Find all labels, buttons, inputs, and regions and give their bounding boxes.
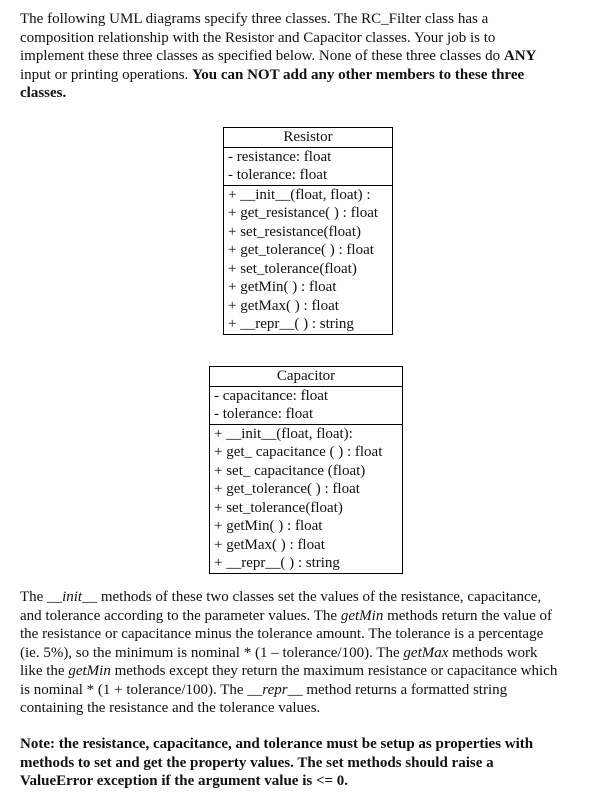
description-line-5: [20, 662, 557, 681]
uml-method: + getMax( ) : float: [214, 536, 325, 553]
desc-text: method returns a formatted string: [302, 681, 508, 698]
intro-emphasis-any: ANY: [503, 48, 537, 64]
uml-method: + get_ capacitance ( ) : float: [214, 444, 383, 460]
intro-emphasis-no-members: You can NOT add any other members to these three: [192, 66, 525, 83]
uml-method: + set_resistance(float): [228, 223, 361, 240]
intro-line-1: The following UML diagrams specify three classes. The RC_Filter class has a: [20, 11, 489, 27]
desc-text: The: [20, 589, 48, 605]
uml-method: + get_tolerance( ) : float: [228, 242, 374, 258]
desc-text: and tolerance according to the parameter values. The: [20, 607, 341, 624]
uml-method: + get_resistance( ) : float: [228, 205, 379, 221]
uml-method: + getMin( ) : float: [214, 518, 323, 534]
uml-class-name: Capacitor: [210, 367, 402, 387]
uml-method: + get_tolerance( ) : float: [214, 481, 360, 497]
intro-line-5: classes.: [20, 85, 67, 101]
note-line-3: ValueError exception if the argument value is <= 0.: [20, 773, 349, 789]
desc-text: methods return the value of: [383, 607, 553, 624]
uml-method: + set_tolerance(float): [228, 260, 357, 277]
desc-getmax-term: getMax: [403, 644, 449, 661]
desc-repr-term: __repr__: [247, 681, 303, 698]
intro-paragraph: [20, 10, 536, 103]
desc-text: like the: [20, 663, 69, 679]
uml-method: + __init__(float, float):: [214, 425, 353, 442]
uml-attribute: - resistance: float: [228, 148, 332, 165]
uml-method: + set_tolerance(float): [214, 499, 343, 516]
desc-text: methods of these two classes set the values of the resistance, capacitance,: [97, 589, 542, 605]
uml-attribute: - tolerance: float: [214, 406, 314, 422]
uml-method: + __repr__( ) : string: [228, 316, 354, 332]
desc-getmin-term: getMin: [68, 663, 111, 679]
uml-class-name: Resistor: [224, 128, 392, 148]
uml-attributes: [224, 148, 392, 186]
desc-text: is nominal * (1 + tolerance/100). The: [20, 681, 248, 698]
intro-line-3: [20, 47, 536, 66]
description-line-6: [20, 681, 557, 700]
uml-class-resistor: [223, 127, 393, 335]
desc-init-term: __init__: [47, 589, 98, 605]
note-line-2: methods to set and get the property values. The set methods should raise a: [20, 754, 494, 771]
uml-method: + __init__(float, float) :: [228, 186, 371, 203]
uml-attribute: - tolerance: float: [228, 167, 328, 183]
description-line-7: containing the resistance and the tolerance values.: [20, 700, 321, 716]
description-line-1: [20, 588, 557, 607]
description-line-3: the resistance or capacitance minus the tolerance amount. The tolerance is a percentage: [20, 626, 544, 642]
desc-text: methods work: [448, 644, 538, 661]
intro-line-2: composition relationship with the Resistor and Capacitor classes. Your job is to: [20, 29, 496, 46]
description-line-2: [20, 607, 557, 626]
desc-text: methods except they return the maximum resistance or capacitance which: [110, 663, 558, 679]
uml-attributes: [210, 387, 402, 425]
uml-class-capacitor: [209, 366, 403, 574]
description-paragraph: [20, 588, 557, 718]
desc-text: (ie. 5%), so the minimum is nominal * (1 – tolerance/100). The: [20, 644, 404, 661]
intro-line-4-text: input or printing operations.: [20, 66, 193, 83]
intro-line-3-text: implement these three classes as specified below. None of these three classes do: [20, 48, 504, 64]
uml-methods: [224, 186, 392, 334]
description-line-4: [20, 644, 557, 663]
intro-line-4: [20, 66, 536, 85]
uml-method: + getMax( ) : float: [228, 297, 339, 314]
uml-method: + __repr__( ) : string: [214, 555, 340, 571]
note-paragraph: [20, 735, 533, 791]
uml-method: + set_ capacitance (float): [214, 462, 366, 479]
note-line-1: Note: the resistance, capacitance, and tolerance must be setup as properties with: [20, 736, 534, 752]
desc-getmin-term: getMin: [340, 607, 384, 624]
uml-method: + getMin( ) : float: [228, 279, 337, 295]
uml-attribute: - capacitance: float: [214, 387, 329, 404]
uml-methods: [210, 425, 402, 573]
